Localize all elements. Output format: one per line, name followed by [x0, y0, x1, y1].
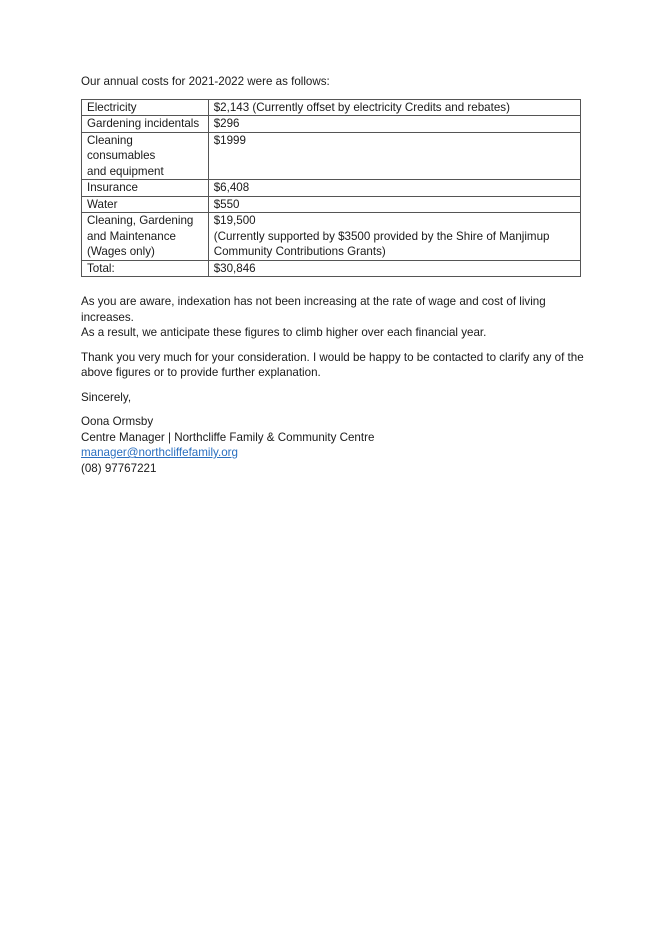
indexation-paragraph: As you are aware, indexation has not been increasing at the rate of wage and cost of living increases. As a result, we anticipate these figures to climb higher over each financial year. [81, 295, 546, 339]
cost-item-cell: Water [82, 196, 209, 213]
table-row [82, 180, 581, 197]
document-page [81, 74, 591, 476]
annual-costs-table [81, 99, 581, 278]
total-label-cell: Total: [82, 260, 209, 277]
intro-text: Our annual costs for 2021-2022 were as follows: [81, 75, 330, 88]
cost-item-cell: Electricity [82, 99, 209, 116]
cost-item-cell: Cleaning, Gardening and Maintenance (Wages only) [82, 213, 209, 261]
cost-amount-cell: $296 [208, 116, 580, 133]
table-row [82, 196, 581, 213]
signatory-title: Centre Manager | Northcliffe Family & Community Centre [81, 430, 375, 444]
table-row [82, 213, 581, 261]
table-row [82, 99, 581, 116]
closing-text: Sincerely, [81, 390, 132, 404]
cost-amount-cell: $6,408 [208, 180, 580, 197]
cost-amount-cell: $1999 [208, 132, 580, 180]
cost-item-cell: Gardening incidentals [82, 116, 209, 133]
table-row-total [82, 260, 581, 277]
signature-block [81, 414, 591, 476]
email-link[interactable]: manager@northcliffefamily.org [81, 446, 238, 459]
thank-you-paragraph: Thank you very much for your consideration. I would be happy to be contacted to clarify any of the above figures or to provide further explanation. [81, 350, 584, 379]
cost-amount-cell: $2,143 (Currently offset by electricity Credits and rebates) [208, 99, 580, 116]
total-amount-cell: $30,846 [208, 260, 580, 277]
cost-item-cell: Cleaning consumables and equipment [82, 132, 209, 180]
table-row [82, 132, 581, 180]
signatory-name: Oona Ormsby [81, 415, 154, 428]
cost-amount-cell: $19,500 (Currently supported by $3500 provided by the Shire of Manjimup Community Contributions Grants) [208, 213, 580, 261]
table-row [82, 116, 581, 133]
cost-item-cell: Insurance [82, 180, 209, 197]
cost-amount-cell: $550 [208, 196, 580, 213]
phone-number: (08) 97767221 [81, 461, 157, 475]
